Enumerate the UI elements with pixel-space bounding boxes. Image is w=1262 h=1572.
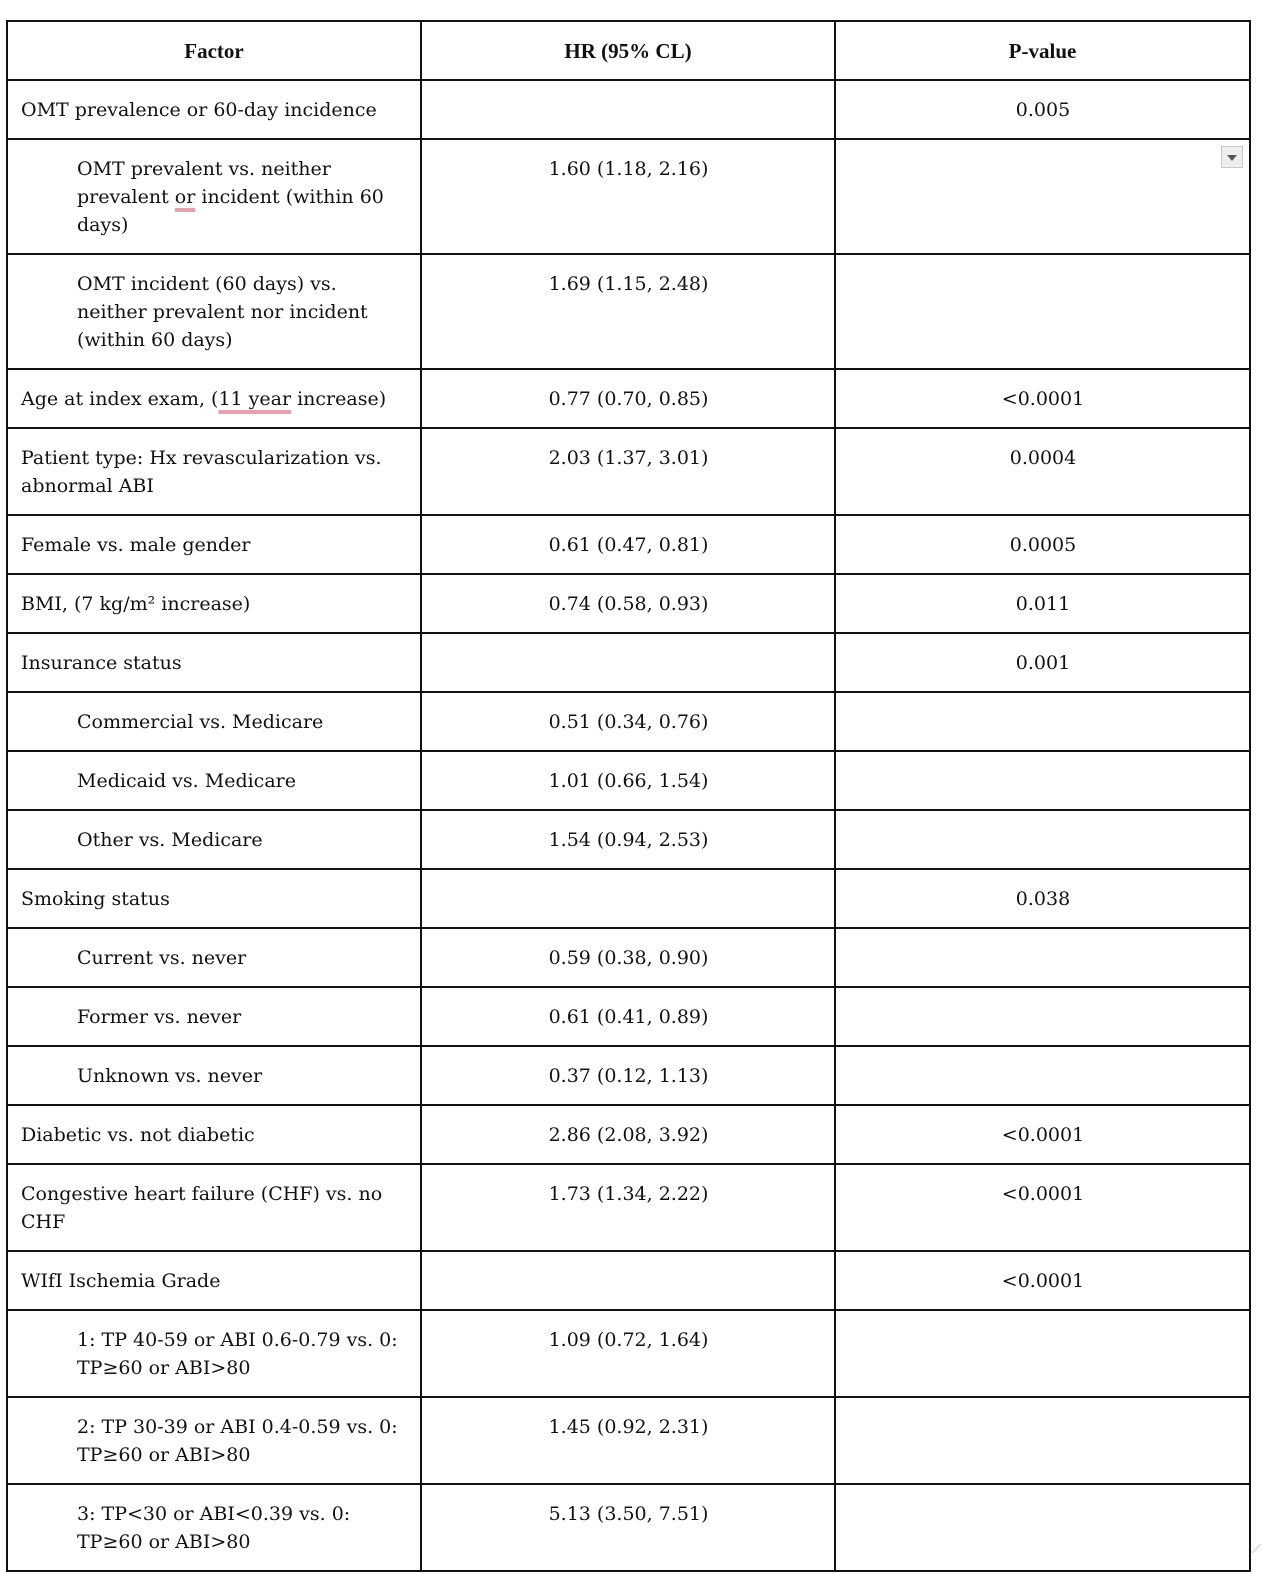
p-value-cell[interactable] xyxy=(835,1251,1250,1310)
hr-cell-text xyxy=(422,1252,834,1309)
hr-cell[interactable] xyxy=(421,515,835,574)
factor-cell-text: Other vs. Medicare xyxy=(77,829,263,851)
p-value-cell-text: 0.011 xyxy=(1015,593,1071,615)
p-value-cell-text xyxy=(836,140,1249,197)
factor-cell[interactable] xyxy=(7,574,421,633)
hr-cell-text: 1.01 (0.66, 1.54) xyxy=(548,770,709,792)
hr-cell[interactable] xyxy=(421,574,835,633)
p-value-cell-text xyxy=(836,693,1249,750)
table-row xyxy=(7,428,1250,515)
hr-cell-text: 0.74 (0.58, 0.93) xyxy=(548,593,709,615)
factor-cell[interactable] xyxy=(7,254,421,369)
hr-cell[interactable] xyxy=(421,869,835,928)
factor-cell-text: OMT incident (60 days) vs. neither prevalent nor incident (within 60 days) xyxy=(77,273,368,351)
factor-cell[interactable] xyxy=(7,928,421,987)
hr-cell-text: 0.37 (0.12, 1.13) xyxy=(548,1065,709,1087)
table-row xyxy=(7,1105,1250,1164)
table-row xyxy=(7,928,1250,987)
hr-cell-text: 2.03 (1.37, 3.01) xyxy=(548,447,709,469)
p-value-cell-text xyxy=(836,929,1249,986)
p-value-cell-text xyxy=(836,811,1249,868)
table-row xyxy=(7,987,1250,1046)
p-value-cell[interactable] xyxy=(835,1105,1250,1164)
table-row xyxy=(7,1310,1250,1397)
p-value-cell[interactable] xyxy=(835,369,1250,428)
factor-cell[interactable] xyxy=(7,1046,421,1105)
factor-cell[interactable] xyxy=(7,1105,421,1164)
factor-cell-text: Smoking status xyxy=(21,888,170,910)
factor-cell[interactable] xyxy=(7,1484,421,1571)
p-value-cell-text xyxy=(836,752,1249,809)
hr-cell[interactable] xyxy=(421,1251,835,1310)
p-value-cell-text: <0.0001 xyxy=(1001,1124,1085,1146)
table-row xyxy=(7,869,1250,928)
factor-cell-text: WIfI Ischemia Grade xyxy=(21,1270,221,1292)
hr-cell-text: 0.51 (0.34, 0.76) xyxy=(548,711,709,733)
factor-cell-text: Female vs. male gender xyxy=(21,534,251,556)
hr-cell[interactable] xyxy=(421,1164,835,1251)
table-row xyxy=(7,1397,1250,1484)
table-row xyxy=(7,574,1250,633)
hr-cell-text: 1.73 (1.34, 2.22) xyxy=(548,1183,709,1205)
header-p-value: P-value xyxy=(835,21,1250,80)
p-value-cell-text: 0.0005 xyxy=(1009,534,1077,556)
hr-cell[interactable] xyxy=(421,139,835,254)
p-value-cell-text: 0.038 xyxy=(1015,888,1071,910)
p-value-cell[interactable] xyxy=(835,574,1250,633)
factor-cell-text: 1: TP 40-59 or ABI 0.6-0.79 vs. 0: TP≥60 or ABI>80 xyxy=(77,1329,398,1379)
table-row xyxy=(7,254,1250,369)
factor-cell[interactable] xyxy=(7,633,421,692)
p-value-cell-text: 0.005 xyxy=(1015,99,1071,121)
hr-cell-text xyxy=(422,81,834,138)
p-value-cell-text: 0.0004 xyxy=(1009,447,1077,469)
hr-cell-text xyxy=(422,870,834,927)
hr-cell[interactable] xyxy=(421,987,835,1046)
factor-cell[interactable] xyxy=(7,139,421,254)
hr-cell[interactable] xyxy=(421,1105,835,1164)
factor-cell-text: Insurance status xyxy=(21,652,182,674)
factor-cell-text: 2: TP 30-39 or ABI 0.4-0.59 vs. 0: TP≥60 or ABI>80 xyxy=(77,1416,398,1466)
table-row xyxy=(7,1046,1250,1105)
factor-cell[interactable] xyxy=(7,751,421,810)
spellcheck-underline[interactable]: 11 year xyxy=(218,388,292,410)
hr-cell[interactable] xyxy=(421,369,835,428)
factor-cell-text: Unknown vs. never xyxy=(77,1065,263,1087)
p-value-cell-text xyxy=(836,1311,1249,1368)
hr-cell-text: 1.09 (0.72, 1.64) xyxy=(548,1329,709,1351)
hr-cell[interactable] xyxy=(421,1310,835,1397)
p-value-cell-text: <0.0001 xyxy=(1001,1183,1085,1205)
factor-cell[interactable] xyxy=(7,80,421,139)
factor-cell[interactable] xyxy=(7,428,421,515)
factor-cell-text: Patient type: Hx revascularization vs. abnormal ABI xyxy=(21,447,382,497)
p-value-cell-text: 0.001 xyxy=(1015,652,1071,674)
hr-cell-text: 5.13 (3.50, 7.51) xyxy=(548,1503,709,1525)
table-row xyxy=(7,751,1250,810)
hr-cell-text: 1.54 (0.94, 2.53) xyxy=(548,829,709,851)
factor-cell[interactable] xyxy=(7,987,421,1046)
p-value-cell[interactable] xyxy=(835,869,1250,928)
hr-cell-text: 2.86 (2.08, 3.92) xyxy=(548,1124,709,1146)
factor-cell-text: 3: TP<30 or ABI<0.39 vs. 0: TP≥60 or ABI>80 xyxy=(77,1503,351,1553)
p-value-cell-text: <0.0001 xyxy=(1001,388,1085,410)
hr-cell-text: 0.61 (0.41, 0.89) xyxy=(548,1006,709,1028)
p-value-cell[interactable] xyxy=(835,633,1250,692)
factor-cell-text: BMI, (7 kg/m² increase) xyxy=(21,593,251,615)
factor-cell-text: OMT prevalent vs. neither prevalent or incident (within 60 days) xyxy=(77,158,384,236)
table-row xyxy=(7,369,1250,428)
factor-cell[interactable] xyxy=(7,369,421,428)
factor-cell-text: Commercial vs. Medicare xyxy=(77,711,324,733)
p-value-cell[interactable] xyxy=(835,751,1250,810)
hr-cell-text: 0.61 (0.47, 0.81) xyxy=(548,534,709,556)
table-row xyxy=(7,80,1250,139)
spellcheck-underline[interactable]: or xyxy=(174,186,196,208)
p-value-cell[interactable] xyxy=(835,80,1250,139)
table-row xyxy=(7,1164,1250,1251)
factor-cell[interactable] xyxy=(7,1164,421,1251)
factor-cell[interactable] xyxy=(7,1251,421,1310)
p-value-cell-text xyxy=(836,1398,1249,1455)
hr-cell-text: 1.69 (1.15, 2.48) xyxy=(548,273,709,295)
p-value-cell[interactable] xyxy=(835,428,1250,515)
hr-cell[interactable] xyxy=(421,633,835,692)
p-value-cell-text xyxy=(836,255,1249,312)
chevron-down-icon[interactable] xyxy=(1221,146,1243,168)
hr-cell-text: 0.59 (0.38, 0.90) xyxy=(548,947,709,969)
hr-cell[interactable] xyxy=(421,1484,835,1571)
factor-cell-text: Former vs. never xyxy=(77,1006,242,1028)
p-value-cell[interactable] xyxy=(835,692,1250,751)
p-value-cell[interactable] xyxy=(835,1164,1250,1251)
hr-cell[interactable] xyxy=(421,428,835,515)
header-factor: Factor xyxy=(7,21,421,80)
p-value-cell[interactable] xyxy=(835,987,1250,1046)
p-value-cell[interactable] xyxy=(835,810,1250,869)
hr-cell[interactable] xyxy=(421,751,835,810)
hr-cell[interactable] xyxy=(421,254,835,369)
factor-cell-text: OMT prevalence or 60-day incidence xyxy=(21,99,377,121)
p-value-cell[interactable] xyxy=(835,515,1250,574)
factor-cell[interactable] xyxy=(7,810,421,869)
p-value-cell-text xyxy=(836,1047,1249,1104)
p-value-cell[interactable] xyxy=(835,1310,1250,1397)
p-value-cell[interactable] xyxy=(835,1484,1250,1571)
resize-handle-icon[interactable] xyxy=(1250,1542,1262,1554)
hr-cell-text xyxy=(422,634,834,691)
table-row xyxy=(7,139,1250,254)
factor-cell-text: Medicaid vs. Medicare xyxy=(77,770,296,792)
table-row xyxy=(7,810,1250,869)
p-value-cell-text: <0.0001 xyxy=(1001,1270,1085,1292)
hr-cell-text: 1.60 (1.18, 2.16) xyxy=(548,158,709,180)
p-value-cell[interactable] xyxy=(835,1046,1250,1105)
header-hr: HR (95% CL) xyxy=(421,21,835,80)
table-row xyxy=(7,1251,1250,1310)
factor-cell-text: Age at index exam, (11 year increase) xyxy=(21,388,387,410)
hr-cell[interactable] xyxy=(421,80,835,139)
p-value-cell-text xyxy=(836,988,1249,1045)
hr-cell[interactable] xyxy=(421,928,835,987)
factor-cell[interactable] xyxy=(7,1397,421,1484)
hr-cell[interactable] xyxy=(421,1046,835,1105)
hr-cell[interactable] xyxy=(421,1397,835,1484)
factor-cell[interactable] xyxy=(7,692,421,751)
hr-cell[interactable] xyxy=(421,810,835,869)
table-header-row xyxy=(7,21,1250,80)
hazard-ratio-table xyxy=(6,20,1251,1572)
factor-cell[interactable] xyxy=(7,869,421,928)
hr-cell-text: 1.45 (0.92, 2.31) xyxy=(548,1416,709,1438)
table-row xyxy=(7,515,1250,574)
factor-cell-text: Current vs. never xyxy=(77,947,247,969)
table-row xyxy=(7,692,1250,751)
factor-cell[interactable] xyxy=(7,1310,421,1397)
p-value-cell[interactable] xyxy=(835,139,1250,254)
p-value-cell[interactable] xyxy=(835,928,1250,987)
factor-cell-text: Diabetic vs. not diabetic xyxy=(21,1124,255,1146)
table-row xyxy=(7,1484,1250,1571)
hr-cell[interactable] xyxy=(421,692,835,751)
p-value-cell[interactable] xyxy=(835,254,1250,369)
table-row xyxy=(7,633,1250,692)
p-value-cell-text xyxy=(836,1485,1249,1542)
factor-cell[interactable] xyxy=(7,515,421,574)
factor-cell-text: Congestive heart failure (CHF) vs. no CHF xyxy=(21,1183,383,1233)
hr-cell-text: 0.77 (0.70, 0.85) xyxy=(548,388,709,410)
p-value-cell[interactable] xyxy=(835,1397,1250,1484)
